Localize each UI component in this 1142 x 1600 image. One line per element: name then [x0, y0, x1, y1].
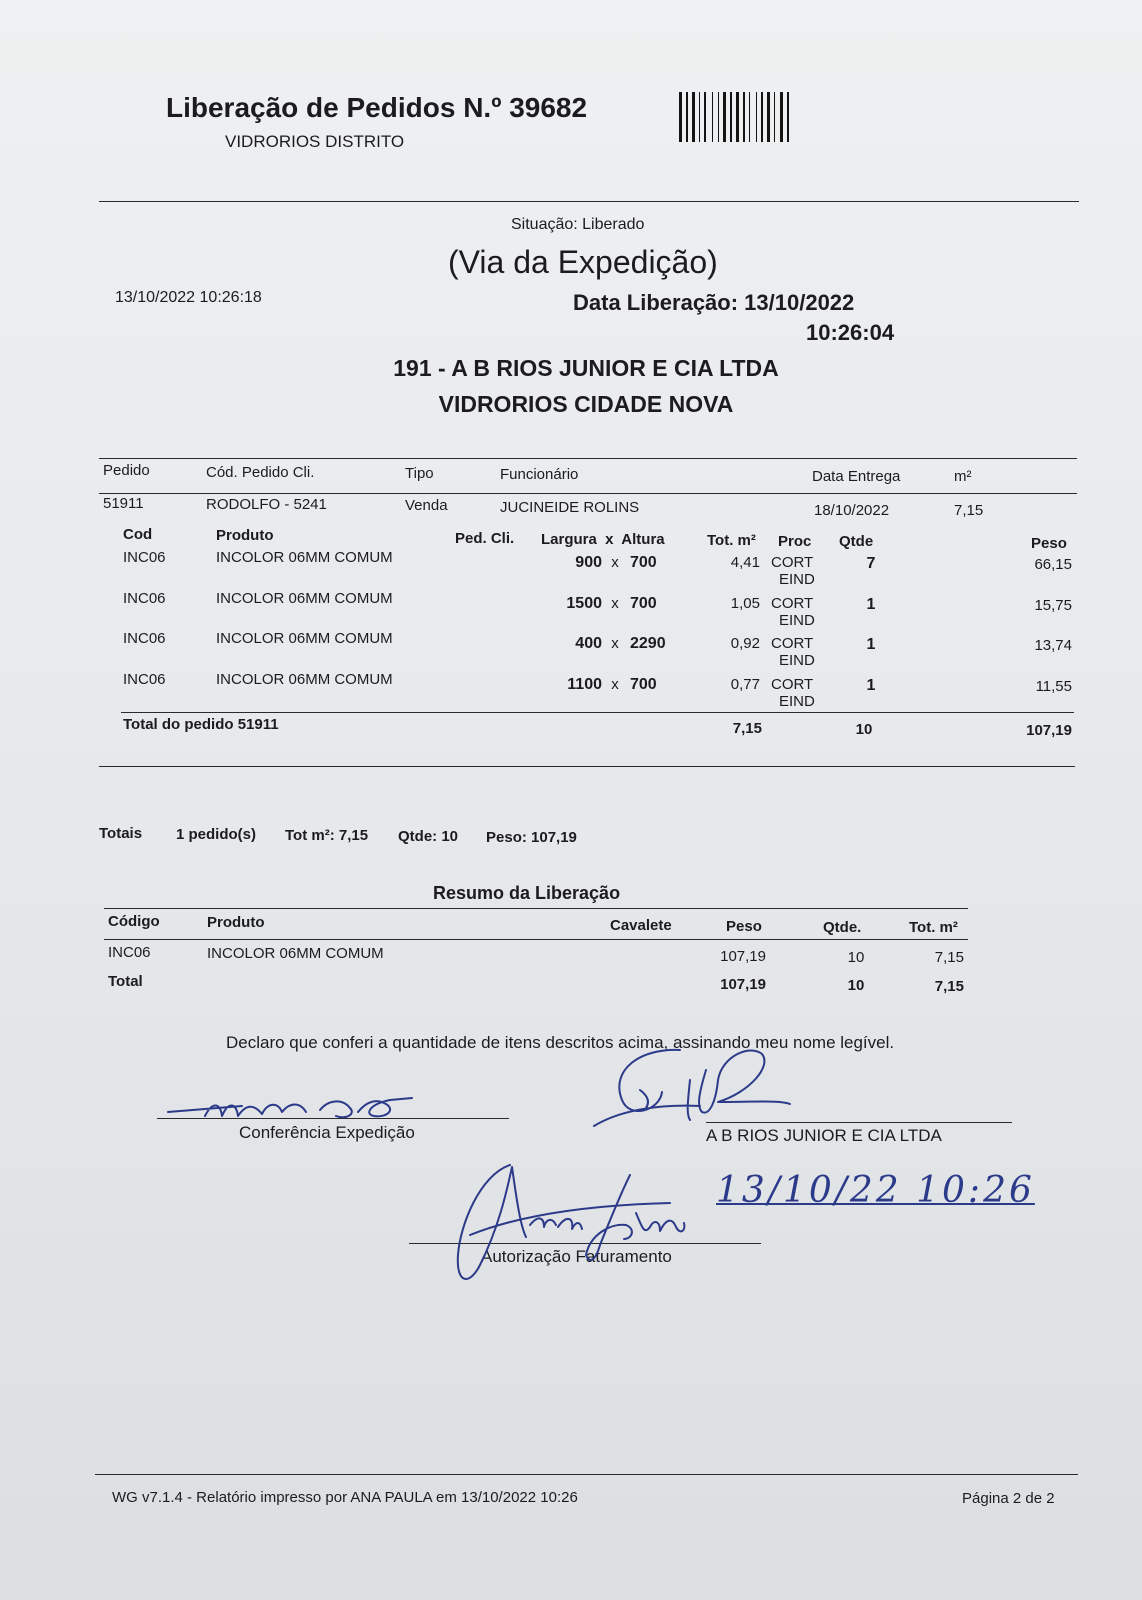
barcode — [679, 92, 855, 142]
barcode-bar — [787, 92, 789, 142]
handwritten-date: 13/10/22 10:26 — [716, 1170, 1035, 1211]
order-section-bottom-rule — [99, 766, 1075, 767]
barcode-bar — [692, 92, 695, 142]
item-x: x — [611, 554, 619, 571]
barcode-bar — [774, 92, 775, 142]
barcode-bar — [780, 92, 783, 142]
order-header-rule — [99, 493, 1077, 494]
item-proc-cort: CORT — [771, 554, 814, 571]
signature-label-empresa: A B RIOS JUNIOR E CIA LTDA — [706, 1126, 942, 1145]
resumo-title: Resumo da Liberação — [433, 883, 621, 903]
order-number: 51911 — [103, 495, 144, 512]
footer-rule — [95, 1474, 1078, 1475]
item-cod: INC06 — [123, 549, 166, 566]
item-qtde: 1 — [866, 596, 876, 613]
resumo-total-peso: 107,19 — [720, 976, 766, 993]
barcode-bar — [723, 92, 726, 142]
col-data-entrega: Data Entrega — [812, 468, 901, 485]
item-peso: 11,55 — [1035, 678, 1072, 695]
resumo-col-codigo: Código — [108, 913, 160, 930]
barcode-bar — [730, 92, 732, 142]
item-proc-eind: EIND — [779, 652, 815, 669]
order-total-label: Total do pedido 51911 — [123, 716, 279, 733]
item-altura: 2290 — [630, 635, 666, 652]
col-funcionario: Funcionário — [500, 466, 579, 483]
col-tipo: Tipo — [405, 465, 434, 482]
barcode-bar — [736, 92, 739, 142]
item-col-peso: Peso — [1031, 535, 1067, 552]
totals-qtde: Qtde: 10 — [398, 828, 459, 845]
barcode-bar — [749, 92, 750, 142]
resumo-header-rule — [104, 939, 968, 940]
item-largura: 1500 — [566, 595, 602, 612]
item-qtde: 7 — [866, 555, 876, 572]
resumo-col-produto: Produto — [207, 914, 265, 931]
item-tot-m2: 4,41 — [730, 554, 760, 571]
item-col-qtde: Qtde — [839, 533, 874, 550]
totals-pedidos: 1 pedido(s) — [176, 826, 257, 843]
print-timestamp: 13/10/2022 10:26:18 — [115, 289, 262, 306]
barcode-bar — [767, 92, 770, 142]
item-col-cod: Cod — [123, 526, 153, 543]
order-total-m2: 7,15 — [732, 720, 762, 737]
item-tot-m2: 0,77 — [730, 676, 760, 693]
company-name: VIDRORIOS DISTRITO — [225, 132, 405, 151]
item-altura: 700 — [630, 595, 657, 612]
resumo-row-tot: 7,15 — [934, 949, 964, 966]
order-total-qtde: 10 — [855, 721, 873, 738]
barcode-bar — [761, 92, 763, 142]
totals-m2: Tot m²: 7,15 — [285, 827, 369, 844]
item-largura: 900 — [575, 554, 602, 571]
page-number: Página 2 de 2 — [962, 1490, 1055, 1507]
document-title: Liberação de Pedidos N.º 39682 — [166, 92, 588, 123]
resumo-col-peso: Peso — [726, 918, 762, 935]
item-col-ped-cli: Ped. Cli. — [455, 530, 515, 547]
col-pedido: Pedido — [103, 462, 150, 479]
header-divider — [99, 201, 1079, 202]
signature-label-conferencia: Conferência Expedição — [239, 1123, 415, 1142]
declaration-text: Declaro que conferi a quantidade de itens descritos acima, assinando meu nome legível. — [226, 1033, 895, 1052]
release-time: 10:26:04 — [806, 320, 895, 345]
item-col-tot-m2: Tot. m² — [707, 532, 756, 549]
item-produto: INCOLOR 06MM COMUM — [216, 549, 393, 566]
item-qtde: 1 — [866, 677, 876, 694]
item-produto: INCOLOR 06MM COMUM — [216, 630, 393, 647]
signature-conferencia — [150, 1080, 430, 1130]
totals-label: Totais — [99, 825, 143, 842]
release-date: Data Liberação: 13/10/2022 — [573, 290, 855, 315]
item-x: x — [611, 676, 619, 693]
barcode-bar — [699, 92, 700, 142]
resumo-row-codigo: INC06 — [108, 944, 151, 961]
order-type: Venda — [405, 497, 448, 514]
item-peso: 15,75 — [1034, 597, 1072, 614]
barcode-bar — [712, 92, 713, 142]
resumo-total-tot: 7,15 — [934, 978, 964, 995]
resumo-total-label: Total — [108, 973, 143, 990]
item-tot-m2: 0,92 — [730, 635, 760, 652]
resumo-row-qtde: 10 — [847, 949, 865, 966]
col-m2: m² — [954, 468, 972, 485]
item-col-dimensions: Largura x Altura — [541, 531, 665, 548]
item-largura: 1100 — [567, 676, 602, 693]
item-produto: INCOLOR 06MM COMUM — [216, 671, 393, 688]
barcode-bar — [743, 92, 745, 142]
item-peso: 66,15 — [1034, 556, 1072, 573]
signature-label-autorizacao: Autorização Faturamento — [481, 1247, 672, 1266]
signature-autorizacao — [440, 1155, 700, 1295]
copy-type: (Via da Expedição) — [448, 244, 718, 280]
barcode-bar — [686, 92, 688, 142]
signature-empresa — [590, 1040, 820, 1150]
item-proc-cort: CORT — [771, 676, 814, 693]
barcode-bar — [679, 92, 682, 142]
barcode-bar — [718, 92, 719, 142]
barcode-bar — [704, 92, 706, 142]
order-total-peso: 107,19 — [1026, 722, 1072, 739]
order-table-top-rule — [99, 458, 1077, 459]
resumo-total-qtde: 10 — [847, 977, 865, 994]
item-proc-cort: CORT — [771, 635, 814, 652]
resumo-col-qtde: Qtde. — [823, 919, 862, 936]
item-proc-eind: EIND — [779, 693, 815, 710]
client-name: 191 - A B RIOS JUNIOR E CIA LTDA — [393, 355, 779, 381]
resumo-col-tot-m2: Tot. m² — [909, 919, 958, 936]
barcode-bar — [756, 92, 757, 142]
item-largura: 400 — [575, 635, 602, 652]
items-total-rule — [121, 712, 1074, 713]
resumo-row-produto: INCOLOR 06MM COMUM — [207, 945, 384, 962]
totals-peso: Peso: 107,19 — [486, 829, 577, 846]
item-altura: 700 — [630, 554, 657, 571]
delivery-date: 18/10/2022 — [814, 502, 890, 519]
resumo-col-cavalete: Cavalete — [610, 917, 672, 934]
item-x: x — [611, 595, 619, 612]
branch-name: VIDRORIOS CIDADE NOVA — [438, 391, 734, 417]
employee-name: JUCINEIDE ROLINS — [500, 499, 640, 516]
item-produto: INCOLOR 06MM COMUM — [216, 590, 393, 607]
col-cod-pedido-cli: Cód. Pedido Cli. — [206, 464, 315, 481]
order-m2: 7,15 — [954, 502, 984, 519]
status-text: Situação: Liberado — [511, 216, 645, 233]
item-x: x — [611, 635, 619, 652]
item-cod: INC06 — [123, 630, 166, 647]
item-qtde: 1 — [866, 636, 876, 653]
item-proc-cort: CORT — [771, 595, 814, 612]
item-col-proc: Proc — [778, 533, 812, 550]
resumo-top-rule — [104, 908, 968, 909]
item-col-produto: Produto — [216, 527, 274, 544]
item-proc-eind: EIND — [779, 612, 815, 629]
client-order-code: RODOLFO - 5241 — [206, 496, 327, 513]
resumo-row-peso: 107,19 — [720, 948, 766, 965]
item-cod: INC06 — [123, 590, 166, 607]
item-altura: 700 — [630, 676, 657, 693]
item-peso: 13,74 — [1034, 637, 1072, 654]
item-cod: INC06 — [123, 671, 166, 688]
footer-printed-by: WG v7.1.4 - Relatório impresso por ANA PAULA em 13/10/2022 10:26 — [112, 1489, 578, 1506]
item-proc-eind: EIND — [779, 571, 815, 588]
item-tot-m2: 1,05 — [730, 595, 760, 612]
